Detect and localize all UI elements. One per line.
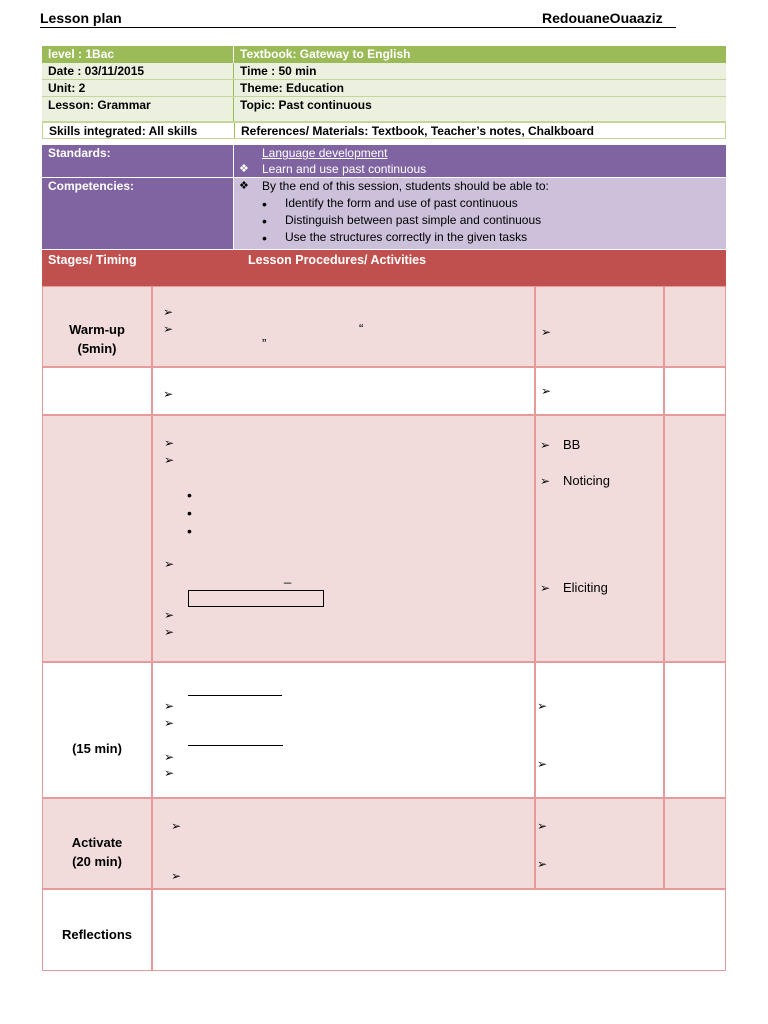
arrow-bullet-icon: ➢ xyxy=(164,699,175,713)
notes-cell-activate xyxy=(535,798,664,889)
info-row-skills xyxy=(42,122,726,139)
extra-cell-practice xyxy=(664,662,726,798)
page-title: Lesson plan xyxy=(40,10,122,26)
stage-cell-2 xyxy=(42,367,152,415)
notes-cell-practice xyxy=(535,662,664,798)
standards-label: Standards: xyxy=(48,146,111,160)
standards-heading: Language development xyxy=(262,146,388,160)
bullet-icon: • xyxy=(262,230,267,246)
stage-warmup-time: (5min) xyxy=(77,341,117,356)
arrow-bullet-icon: ➢ xyxy=(540,474,551,488)
arrow-bullet-icon: ➢ xyxy=(537,757,548,771)
blank-line xyxy=(188,695,282,696)
diamond-bullet-icon: ❖ xyxy=(239,180,249,192)
procedure-cell-warmup xyxy=(152,286,535,367)
arrow-bullet-icon: ➢ xyxy=(537,857,548,871)
stage-cell-practice xyxy=(42,662,152,798)
arrow-bullet-icon: ➢ xyxy=(164,557,175,571)
theme-cell: Theme: Education xyxy=(233,80,726,96)
level-cell: level : 1Bac xyxy=(48,47,115,61)
bullet-icon: • xyxy=(187,523,192,539)
diamond-bullet-icon: ❖ xyxy=(239,163,249,175)
info-row-unit xyxy=(42,80,726,97)
bullet-icon: • xyxy=(262,213,267,229)
note-eliciting: Eliciting xyxy=(563,580,608,595)
close-quote: ” xyxy=(262,336,267,351)
topic-cell: Topic: Past continuous xyxy=(233,97,726,121)
info-row-level xyxy=(42,46,726,63)
arrow-bullet-icon: ➢ xyxy=(537,699,548,713)
open-quote: “ xyxy=(359,321,364,336)
empty-box xyxy=(188,590,324,607)
arrow-bullet-icon: ➢ xyxy=(164,716,175,730)
stage-cell-3 xyxy=(42,415,152,662)
stage-activate-time: (20 min) xyxy=(72,854,122,869)
arrow-bullet-icon: ➢ xyxy=(541,384,552,398)
procedure-cell-practice xyxy=(152,662,535,798)
standards-item: Learn and use past continuous xyxy=(262,162,427,176)
arrow-bullet-icon: ➢ xyxy=(163,305,174,319)
info-row-date xyxy=(42,63,726,80)
time-cell: Time : 50 min xyxy=(233,63,726,79)
date-cell: Date : 03/11/2015 xyxy=(48,64,145,78)
arrow-bullet-icon: ➢ xyxy=(164,453,175,467)
textbook-cell: Textbook: Gateway to English xyxy=(233,46,726,63)
lesson-cell: Lesson: Grammar xyxy=(48,98,151,112)
procedure-cell-activate xyxy=(152,798,535,889)
arrow-bullet-icon: ➢ xyxy=(171,869,182,883)
stage-warmup: Warm-up xyxy=(69,322,125,337)
references-cell: References/ Materials: Textbook, Teacher’s notes, Chalkboard xyxy=(234,123,727,138)
arrow-bullet-icon: ➢ xyxy=(164,436,175,450)
arrow-bullet-icon: ➢ xyxy=(163,322,174,336)
blank-dash: _ xyxy=(284,569,292,584)
stage-activate: Activate xyxy=(71,835,123,850)
notes-cell-3 xyxy=(535,415,664,662)
competencies-intro: By the end of this session, students should be able to: xyxy=(262,179,549,193)
procedures-activities-header: Lesson Procedures/ Activities xyxy=(248,253,427,267)
bullet-icon: • xyxy=(262,196,267,212)
skills-cell: Skills integrated: All skills xyxy=(49,124,198,138)
note-noticing: Noticing xyxy=(563,473,610,488)
stage-reflections: Reflections xyxy=(61,927,133,942)
header-underline xyxy=(40,27,676,28)
competency-item: Use the structures correctly in the given tasks xyxy=(285,230,528,244)
arrow-bullet-icon: ➢ xyxy=(540,581,551,595)
bullet-icon: • xyxy=(187,487,192,503)
extra-cell-warmup xyxy=(664,286,726,367)
arrow-bullet-icon: ➢ xyxy=(540,438,551,452)
arrow-bullet-icon: ➢ xyxy=(164,625,175,639)
notes-cell-warmup xyxy=(535,286,664,367)
arrow-bullet-icon: ➢ xyxy=(171,819,182,833)
arrow-bullet-icon: ➢ xyxy=(164,766,175,780)
procedure-cell-2 xyxy=(152,367,535,415)
blank-line xyxy=(188,745,283,746)
notes-cell-2 xyxy=(535,367,664,415)
arrow-bullet-icon: ➢ xyxy=(163,387,174,401)
arrow-bullet-icon: ➢ xyxy=(541,325,552,339)
info-row-lesson xyxy=(42,97,726,122)
arrow-bullet-icon: ➢ xyxy=(164,750,175,764)
bullet-icon: • xyxy=(187,505,192,521)
unit-cell: Unit: 2 xyxy=(48,81,86,95)
procedure-cell-3 xyxy=(152,415,535,662)
reflections-content-cell xyxy=(152,889,726,971)
arrow-bullet-icon: ➢ xyxy=(164,608,175,622)
extra-cell-3 xyxy=(664,415,726,662)
stages-timing-header: Stages/ Timing xyxy=(48,253,137,267)
competency-item: Identify the form and use of past continuous xyxy=(285,196,518,210)
author-name: RedouaneOuaaziz xyxy=(542,10,663,26)
arrow-bullet-icon: ➢ xyxy=(537,819,548,833)
competencies-label: Competencies: xyxy=(48,179,135,193)
extra-cell-2 xyxy=(664,367,726,415)
competency-item: Distinguish between past simple and continuous xyxy=(285,213,542,227)
extra-cell-activate xyxy=(664,798,726,889)
stage-practice-time: (15 min) xyxy=(72,741,122,756)
note-bb: BB xyxy=(563,437,581,452)
